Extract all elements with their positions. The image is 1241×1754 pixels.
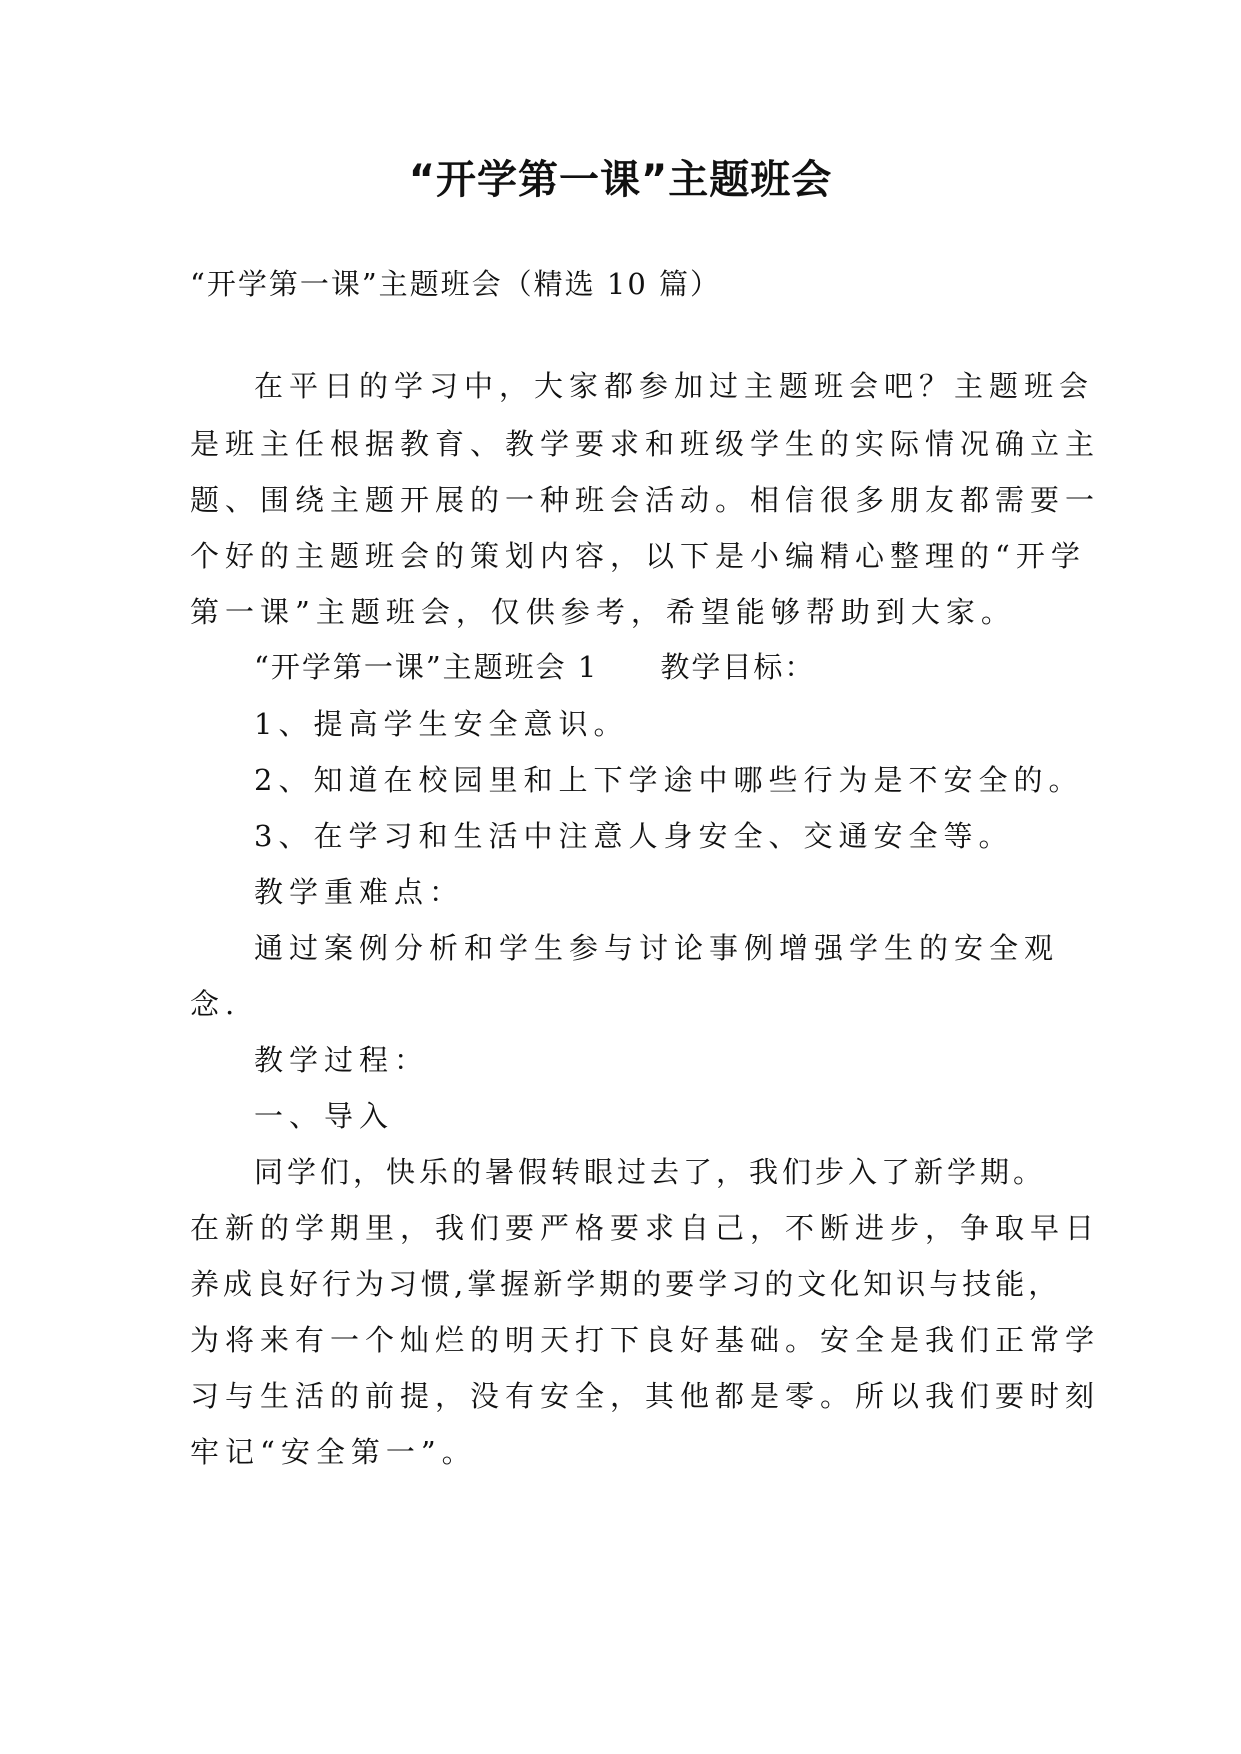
paragraph-line: 念. [190,987,241,1021]
list-item: 2、知道在校园里和上下学途中哪些行为是不安全的。 [254,763,1084,797]
paragraph-line: 牢记“安全第一”。 [190,1435,477,1469]
section-heading: 教学过程： [254,1043,430,1077]
paragraph-line: 是班主任根据教育、教学要求和班级学生的实际情况确立主 [190,427,1101,461]
section-heading: 教学重难点： [254,875,465,909]
list-item: 1、提高学生安全意识。 [254,707,629,741]
paragraph-line: 同学们，快乐的暑假转眼过去了，我们步入了新学期。 [254,1155,1047,1189]
list-item: 3、在学习和生活中注意人身安全、交通安全等。 [254,819,1014,853]
section-heading: “开学第一课”主题班会 1 教学目标： [254,650,816,684]
paragraph-line: 在新的学期里，我们要严格要求自己，不断进步，争取早日 [190,1211,1101,1245]
document-title: “开学第一课”主题班会 [408,157,833,203]
paragraph-line: 在平日的学习中，大家都参加过主题班会吧？主题班会 [254,369,1095,403]
paragraph-line: 习与生活的前提，没有安全，其他都是零。所以我们要时刻 [190,1379,1101,1413]
section-heading: 一、导入 [254,1099,395,1133]
document-subtitle: “开学第一课”主题班会（精选 10 篇） [190,267,721,301]
paragraph-line: 通过案例分析和学生参与讨论事例增强学生的安全观 [254,931,1060,965]
paragraph-line: 个好的主题班会的策划内容，以下是小编精心整理的“开学 [190,539,1086,573]
paragraph-line: 第一课”主题班会，仅供参考，希望能够帮助到大家。 [190,595,1016,629]
paragraph-line: 为将来有一个灿烂的明天打下良好基础。安全是我们正常学 [190,1323,1101,1357]
paragraph-line: 养成良好行为习惯,掌握新学期的要学习的文化知识与技能， [190,1267,1062,1301]
paragraph-line: 题、围绕主题开展的一种班会活动。相信很多朋友都需要一 [190,483,1101,517]
